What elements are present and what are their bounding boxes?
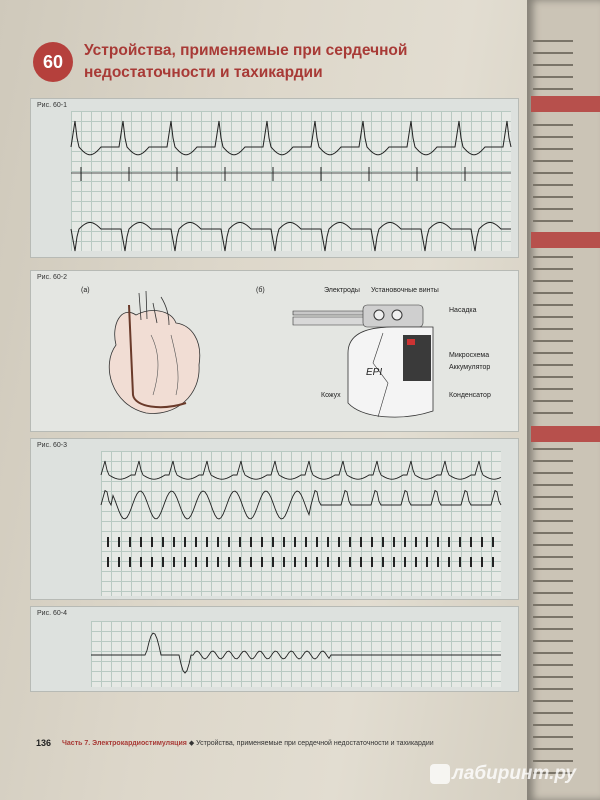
text-line — [533, 64, 573, 66]
marker-tick — [316, 557, 318, 567]
marker-tick — [250, 537, 252, 547]
footer-part: Часть 7. Электрокардиостимуляция — [62, 740, 187, 747]
text-line — [533, 352, 573, 354]
text-line — [533, 556, 573, 558]
figure-60-3 — [30, 438, 519, 600]
label-electrodes: Электроды — [324, 287, 360, 294]
marker-tick — [481, 557, 483, 567]
marker-tick — [316, 537, 318, 547]
marker-tick — [107, 537, 109, 547]
text-line — [533, 700, 573, 702]
marker-tick — [448, 557, 450, 567]
marker-tick — [173, 557, 175, 567]
marker-tick — [393, 557, 395, 567]
text-line — [533, 52, 573, 54]
marker-tick — [184, 537, 186, 547]
label-chip: Микросхема — [449, 352, 490, 359]
panel-label-a: (а) — [81, 287, 90, 294]
marker-tick — [195, 537, 197, 547]
marker-tick — [393, 537, 395, 547]
marker-tick — [459, 557, 461, 567]
text-line — [533, 532, 573, 534]
figure-60-4 — [30, 606, 519, 692]
text-line — [533, 364, 573, 366]
marker-tick — [272, 537, 274, 547]
ecg-trace-vt — [101, 451, 501, 596]
text-line — [533, 400, 573, 402]
text-line — [533, 460, 573, 462]
text-line — [533, 712, 573, 714]
marker-tick — [173, 537, 175, 547]
marker-tick — [294, 537, 296, 547]
panel-label-b: (б) — [256, 287, 265, 294]
marker-tick — [206, 537, 208, 547]
marker-tick — [459, 537, 461, 547]
marker-tick — [162, 537, 164, 547]
text-line — [533, 340, 573, 342]
text-line — [533, 220, 573, 222]
text-line — [533, 256, 573, 258]
marker-tick — [470, 557, 472, 567]
marker-tick — [239, 537, 241, 547]
text-line — [533, 388, 573, 390]
marker-tick — [294, 557, 296, 567]
text-line — [533, 736, 573, 738]
text-line — [533, 268, 573, 270]
marker-tick — [415, 557, 417, 567]
text-line — [533, 652, 573, 654]
text-line — [533, 748, 573, 750]
text-line — [533, 664, 573, 666]
label-battery: Аккумулятор — [449, 364, 491, 371]
marker-tick — [492, 557, 494, 567]
text-line — [533, 160, 573, 162]
marker-tick — [371, 537, 373, 547]
text-line — [533, 568, 573, 570]
marker-tick — [140, 537, 142, 547]
text-line — [533, 316, 573, 318]
text-line — [533, 76, 573, 78]
marker-tick — [481, 537, 483, 547]
marker-tick — [140, 557, 142, 567]
marker-tick — [360, 557, 362, 567]
text-line — [533, 40, 573, 42]
ecg-trace-shock — [91, 621, 501, 687]
marker-tick — [151, 537, 153, 547]
page-number: 136 — [36, 738, 52, 748]
marker-tick — [349, 557, 351, 567]
text-line — [533, 544, 573, 546]
label-screws: Установочные винты — [371, 287, 439, 294]
section-heading-bar — [531, 232, 600, 248]
marker-tick — [217, 557, 219, 567]
text-line — [533, 88, 573, 90]
text-line — [533, 496, 573, 498]
marker-tick — [162, 557, 164, 567]
figure-caption: Рис. 60-1 — [37, 102, 67, 109]
marker-tick — [338, 557, 340, 567]
ecg-trace-top — [71, 111, 511, 251]
marker-tick — [426, 557, 428, 567]
marker-tick — [305, 537, 307, 547]
text-line — [533, 724, 573, 726]
figure-caption: Рис. 60-2 — [37, 274, 67, 281]
marker-tick — [448, 537, 450, 547]
text-line — [533, 148, 573, 150]
marker-tick — [360, 537, 362, 547]
book-page-right-edge — [527, 0, 600, 800]
footer-title: Устройства, применяемые при сердечной недостаточности и тахикардии — [196, 740, 434, 747]
text-line — [533, 592, 573, 594]
text-line — [533, 184, 573, 186]
label-nozzle: Насадка — [449, 307, 477, 314]
text-line — [533, 616, 573, 618]
text-line — [533, 196, 573, 198]
marker-tick — [382, 557, 384, 567]
text-line — [533, 280, 573, 282]
label-epi: EPI — [366, 367, 383, 378]
text-line — [533, 304, 573, 306]
text-line — [533, 472, 573, 474]
marker-tick — [261, 557, 263, 567]
text-line — [533, 760, 573, 762]
marker-tick — [283, 557, 285, 567]
text-line — [533, 484, 573, 486]
marker-tick — [107, 557, 109, 567]
section-heading-bar — [531, 426, 600, 442]
marker-tick — [239, 557, 241, 567]
marker-tick — [437, 537, 439, 547]
marker-tick — [371, 557, 373, 567]
marker-tick — [338, 537, 340, 547]
label-skin: Кожух — [321, 392, 341, 399]
marker-tick — [492, 537, 494, 547]
figure-caption: Рис. 60-3 — [37, 442, 67, 449]
heart-illustration — [91, 285, 211, 425]
marker-tick — [437, 557, 439, 567]
text-line — [533, 604, 573, 606]
marker-tick — [283, 537, 285, 547]
chapter-number-badge: 60 — [33, 42, 73, 82]
figure-60-2 — [30, 270, 519, 432]
text-line — [533, 676, 573, 678]
text-line — [533, 292, 573, 294]
marker-tick — [195, 557, 197, 567]
marker-tick — [261, 537, 263, 547]
footer-separator: ◆ — [188, 740, 195, 747]
marker-tick — [349, 537, 351, 547]
text-line — [533, 508, 573, 510]
marker-tick — [327, 537, 329, 547]
text-line — [533, 688, 573, 690]
text-line — [533, 640, 573, 642]
text-line — [533, 172, 573, 174]
text-line — [533, 520, 573, 522]
marker-tick — [129, 537, 131, 547]
figure-caption: Рис. 60-4 — [37, 610, 67, 617]
marker-tick — [206, 557, 208, 567]
text-line — [533, 412, 573, 414]
watermark: лабиринт.ру — [452, 763, 577, 784]
marker-tick — [404, 537, 406, 547]
text-line — [533, 328, 573, 330]
watermark-logo-icon — [430, 764, 450, 784]
marker-tick — [272, 557, 274, 567]
marker-tick — [415, 537, 417, 547]
text-line — [533, 580, 573, 582]
chapter-title — [84, 40, 484, 84]
text-line — [533, 448, 573, 450]
text-line — [533, 124, 573, 126]
marker-tick — [151, 557, 153, 567]
figure-60-1 — [30, 98, 519, 258]
section-heading-bar — [531, 96, 600, 112]
defibrillator-diagram — [293, 293, 443, 423]
marker-tick — [250, 557, 252, 567]
marker-tick — [129, 557, 131, 567]
marker-tick — [305, 557, 307, 567]
marker-tick — [470, 537, 472, 547]
marker-tick — [426, 537, 428, 547]
label-capacitor: Конденсатор — [449, 392, 491, 399]
text-line — [533, 628, 573, 630]
marker-tick — [404, 557, 406, 567]
marker-tick — [118, 537, 120, 547]
marker-tick — [228, 537, 230, 547]
text-line — [533, 208, 573, 210]
marker-tick — [228, 557, 230, 567]
marker-tick — [217, 537, 219, 547]
marker-tick — [327, 557, 329, 567]
marker-tick — [382, 537, 384, 547]
text-line — [533, 376, 573, 378]
running-footer — [62, 739, 434, 747]
chapter-title-line2: недостаточности и тахикардии — [84, 64, 323, 81]
chapter-title-line1: Устройства, применяемые при сердечной — [84, 42, 408, 59]
marker-tick — [118, 557, 120, 567]
text-line — [533, 136, 573, 138]
marker-tick — [184, 557, 186, 567]
